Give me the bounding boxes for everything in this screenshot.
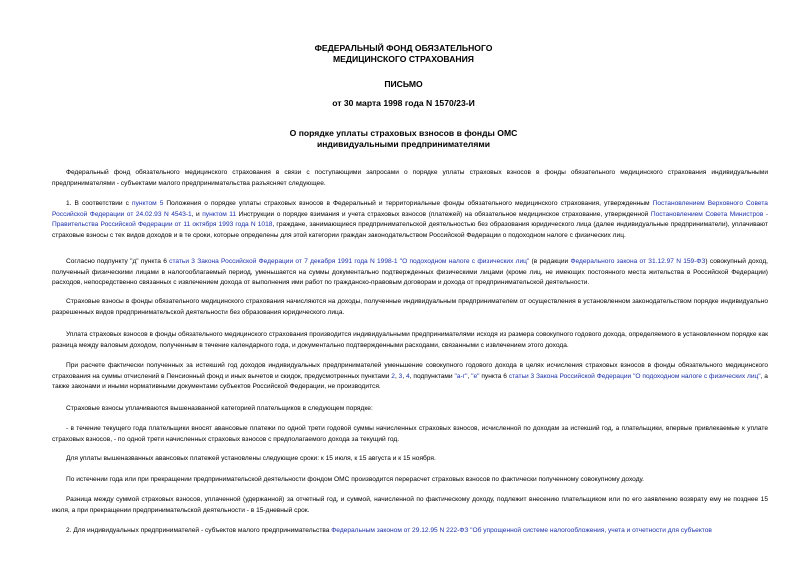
paragraph-5: [52, 361, 768, 393]
link-statya-3-zakona[interactable]: статьи 3 Закона Российской Федерации от 7 декабря 1991 года N 1998-1 "О подоходном налоге с физических лиц": [169, 258, 530, 265]
link-federalny-zakon-222[interactable]: Федеральным законом от 29.12.95 N 222-ФЗ "Об упрощенной системе налогообложения, учета и отчетности для субъектов: [331, 527, 712, 534]
paragraph-7: [52, 424, 768, 445]
document-date: от 30 марта 1998 года N 1570/23-И: [332, 98, 475, 108]
issuer-block: [0, 43, 807, 64]
paragraph-11: [52, 526, 768, 537]
link-federalny-zakon-159[interactable]: Федерального закона от 31.12.97 N 159-ФЗ: [570, 258, 706, 265]
paragraph-text: Уплата страховых взносов в фонды обязательного медицинского страхования производится индивидуальными предпринимателями исходя из размера совокупного годового дохода, определяемого в установленном порядке как разница между валовым доходом, полученным в течение календарного года, и документально подтвержденными расходами, связанными с извлечением этого дохода.: [52, 331, 768, 349]
link-podpunkty-a-g[interactable]: "а-г": [454, 372, 468, 380]
link-podpunkt-e[interactable]: "е": [471, 372, 480, 380]
paragraph-text: Положения о порядке уплаты страховых взносов в Федеральный и территориальные фонды обязательного медицинского страхования, утвержденным: [163, 200, 653, 207]
paragraph-text: ,: [467, 372, 472, 380]
document-type: ПИСЬМО: [384, 79, 423, 89]
paragraph-text: Страховые взносы в фонды обязательного медицинского страхования начисляются на доходы, полученные индивидуальным предпринимателем от осуществления в установленном законодательством порядке индивидуально разрешенных видов предпринимательской деятельности без образования юридического лица.: [52, 298, 768, 316]
link-punkt-5[interactable]: пунктом 5: [132, 200, 164, 207]
paragraph-text: Страховые взносы уплачиваются вышеназванной категорией плательщиков в следующем порядке:: [66, 405, 373, 412]
paragraph-text: - в течение текущего года плательщики вносят авансовые платежи по одной трети годовой суммы начисленных страховых взносов, исчисленной по доходам за истекший год, а плательщики, впервые привлекаемые к уплате страховых взносов, - по одной трети начисленных страховых взносов с предполагаемого дохода за текущий год.: [52, 425, 768, 443]
paragraph-text: Разница между суммой страховых взносов, уплаченной (удержанной) за отчетный год, и суммой, начисленной по фактическому доходу, подлежит внесению плательщиком или по его заявлению возврату ему не позднее 15 июля, а при прекращении предпринимательской деятельности - в 15-дневный срок.: [52, 496, 768, 514]
paragraph-8: [52, 454, 768, 465]
link-postanovlenie-vs[interactable]: Постановлением Верховного Совета Российской Федерации от 24.02.93 N 4543-1: [52, 200, 768, 218]
paragraph-intro: [52, 168, 768, 189]
issuer-line-2: МЕДИЦИНСКОГО СТРАХОВАНИЯ: [333, 53, 474, 64]
paragraph-text: 2. Для индивидуальных предпринимателей - субъектов малого предпринимательства: [66, 527, 332, 534]
paragraph-text: Для уплаты вышеназванных авансовых платежей установлены следующие сроки: к 15 июля, к 15 августа и к 15 ноября.: [66, 455, 436, 462]
link-statya-3-zakona-2[interactable]: статьи 3 Закона Российской Федерации "О подоходном налоге с физических лиц": [508, 372, 761, 380]
paragraph-text: , подпунктами: [409, 372, 455, 380]
link-punkt-3[interactable]: 3: [398, 372, 403, 380]
paragraph-10: [52, 495, 768, 516]
paragraph-text: (в редакции: [529, 258, 571, 265]
subject-line-1: О порядке уплаты страховых взносов в фонды ОМС: [289, 128, 518, 138]
paragraph-9: [52, 475, 768, 486]
paragraph-text: Инструкции о порядке взимания и учета страховых взносов (платежей) на обязательное медицинское страхование, утвержденной: [236, 210, 651, 218]
document-date-block: [0, 98, 807, 109]
paragraph-1: [52, 199, 768, 241]
paragraph-text: Согласно подпункту "д" пункта 6: [66, 258, 170, 265]
paragraph-2: [52, 257, 768, 289]
paragraph-text: , и: [191, 210, 203, 218]
paragraph-4: [52, 330, 768, 351]
paragraph-text: , а также законами и иными нормативными документами субъектов Российской Федерации, не производится.: [52, 372, 768, 391]
paragraph-text: Федеральный фонд обязательного медицинского страхования в связи с поступающими запросами о порядке уплаты страховых взносов в фонды обязательного медицинского страхования индивидуальными предпринимателями - субъектами малого предпринимательства разъясняет следующее.: [52, 169, 768, 187]
document-subject: [0, 128, 807, 149]
link-punkt-4[interactable]: 4: [406, 372, 410, 380]
document-type-block: [0, 79, 807, 90]
paragraph-text: ,: [402, 372, 407, 380]
paragraph-text: , граждане, занимающиеся предпринимательской деятельностью без образования юридического лица (далее индивидуальные предприниматели), уплачивают страховые взносы с тех видов доходов и в те сроки, которые определены для этой категории граждан законодательством Российской Федерации о подоходном налоге с физических лиц.: [52, 221, 768, 239]
link-punkt-11[interactable]: пунктом 11: [202, 210, 237, 218]
paragraph-text: ,: [394, 372, 399, 380]
link-postanovlenie-sm[interactable]: Постановлением Совета Министров - Правительства Российской Федерации от 11 октября 1993 года N 1018: [52, 210, 769, 229]
link-punkt-2[interactable]: 2: [391, 372, 395, 380]
paragraph-text: По истечении года или при прекращении предпринимательской деятельности фондом ОМС производится перерасчет страховых взносов по фактически полученному совокупному доходу.: [66, 476, 645, 483]
subject-line-2: индивидуальными предпринимателями: [316, 138, 491, 149]
paragraph-text: пункта 6: [479, 372, 509, 380]
paragraph-text: При расчете фактически полученных за истекший год доходов индивидуальных предпринимателей уменьшение совокупного годового дохода в целях исчисления страховых взносов в фонды обязательного медицинского страхования на суммы отчислений в Пенсионный фонд и иных вычетов и скидок, предусмотренных пунктами: [52, 362, 768, 380]
paragraph-6: [52, 404, 768, 415]
paragraph-3: [52, 297, 768, 318]
paragraph-text: 1. В соответствии с: [66, 200, 133, 207]
paragraph-text: ) совокупный доход, полученный физическими лицами в налогооблагаемый период, уменьшается на суммы документально подтвержденных физическими лицами (кроме лиц, не имеющих постоянного места жительства в Российской Федерации) расходов, непосредственно связанных с извлечением дохода от выполнения ими работ по гражданско-правовым договорам и дохода от предпринимательской деятельности.: [52, 258, 769, 287]
issuer-line-1: ФЕДЕРАЛЬНЫЙ ФОНД ОБЯЗАТЕЛЬНОГО: [314, 43, 493, 53]
